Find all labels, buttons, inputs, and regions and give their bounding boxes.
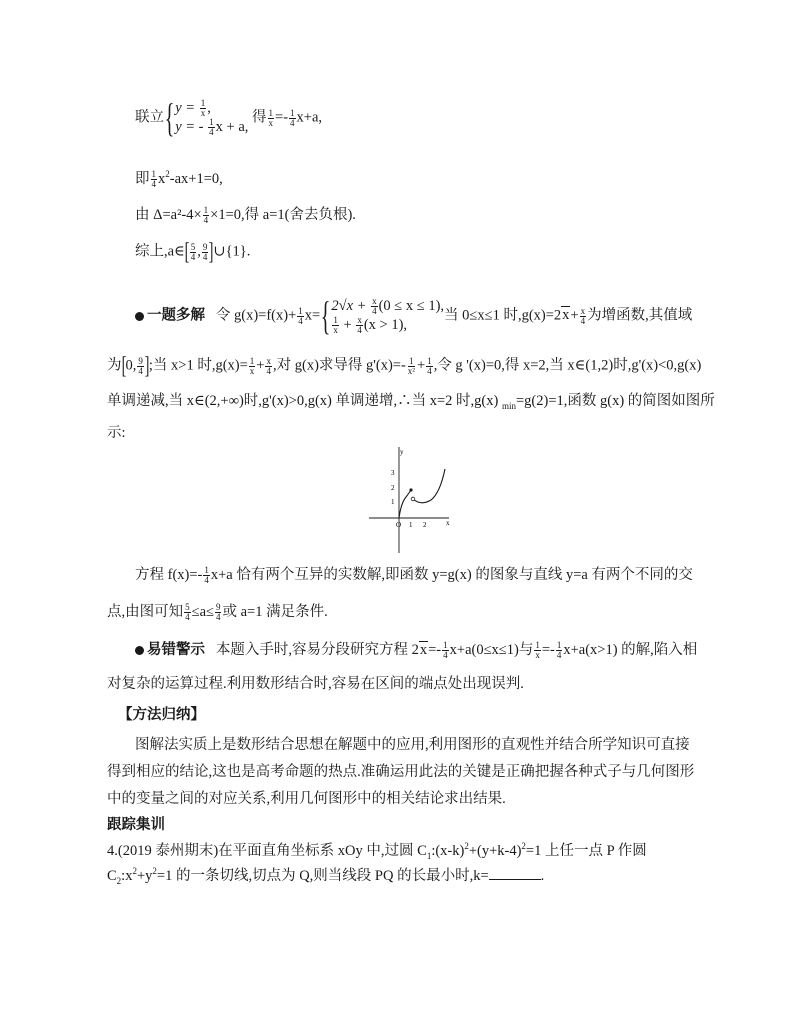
section-heading: 跟踪集训 <box>107 817 165 833</box>
label: 易错警示 <box>147 642 205 658</box>
line-1: 联立{ y = $\frac{1}{x}$ , y = - $\frac{1}{4}$ x + a, 得 $\frac{1}{x}$ =- $\frac{1}{4}$ x+a, <box>135 95 323 140</box>
function-graph <box>369 443 459 555</box>
tick-label: 1 <box>391 498 395 506</box>
line-5: 一题多解 令 g(x)=f(x)+ $\frac{1}{4}$ x={ 2√x + $\frac{x}{4}$ (0 ≤ x ≤ 1), $\frac{1}{x}$ + $\frac{x}{4}$ (x > 1), 当 0≤x≤1 时,g(x)=2x+ $\frac{x}{4}$ 为增函数,其值域 <box>135 296 692 336</box>
line-6: 为[0, $\frac{9}{4}$ ];当 x>1 时,g(x)= $\frac{1}{x}$ + $\frac{x}{4}$ ,对 g(x)求导得 g'(x)=- $\frac{1}{\text{x²}}$ + $\frac{1}{4}$ ,令 g '(x)=0,得 x=2,当 x∈(1,2)时,g'(x)<0,g(x) <box>107 353 702 379</box>
answer-blank[interactable] <box>489 867 541 880</box>
bullet-icon <box>135 312 144 321</box>
tick-label: 3 <box>391 469 395 477</box>
line-12: 对复杂的运算过程.利用数形结合时,容易在区间的端点处出现误判. <box>107 676 524 692</box>
fraction: $\frac{9}{4}$ <box>202 241 208 262</box>
line-19: $C_2:x^2+y^2=1$ 的一条切线,切点为 Q,则当线段 PQ 的长最小时,k= . <box>107 866 545 886</box>
brace: { <box>320 293 331 338</box>
fraction: $\frac{1}{4}$ <box>151 169 156 190</box>
piecewise: 2√x + $\frac{x}{4}$ (0 ≤ x ≤ 1), $\frac{1}{x}$ + $\frac{x}{4}$ (x > 1), <box>331 296 445 336</box>
fraction: $\frac{1}{x}$ <box>200 98 206 118</box>
bullet-icon <box>135 646 144 655</box>
line-4: 综上,a∈[ $\frac{5}{4}$ , $\frac{9}{4}$ ]∪{1}. <box>135 239 251 265</box>
text: 得 <box>252 109 267 126</box>
line-9: 方程 f(x)=- $\frac{1}{4}$ x+a 恰有两个互异的实数解,即函数 y=g(x) 的图象与直线 y=a 有两个不同的交 <box>135 565 693 586</box>
text: 联立 <box>135 109 164 126</box>
line-16: 中的变量之间的对应关系,利用几何图形中的相关结论求出结果. <box>107 791 506 807</box>
fraction: $\frac{1}{x}$ <box>268 107 274 128</box>
tick-label: 2 <box>423 521 427 529</box>
fraction: $\frac{1}{4}$ <box>298 305 303 326</box>
line-8: 示: <box>107 425 126 441</box>
line-10: 点,由图可知 $\frac{5}{4}$ ≤a≤ $\frac{9}{4}$ 或 a=1 满足条件. <box>107 602 328 623</box>
line-18: 4.(2019 泰州期末)在平面直角坐标系 xOy 中,过圆 $C_1:(x-k)^2+(y+k-4)^2=1$ 上任一点 P 作圆 <box>107 841 647 861</box>
open-point <box>411 497 415 501</box>
y-label: y <box>400 448 404 456</box>
fraction: $\frac{1}{4}$ <box>209 117 214 138</box>
tick-label: 1 <box>409 521 413 529</box>
origin-label: O <box>396 521 402 529</box>
closed-point <box>409 488 412 491</box>
line-11: 易错警示 本题入手时,容易分段研究方程 2x=- $\frac{1}{4}$ x+a(0≤x≤1)与 $\frac{1}{x}$ =- $\frac{1}{4}$ x+a(x>1) 的解,陷入相 <box>135 641 697 660</box>
line-3: 由 Δ=a²-4× $\frac{1}{4}$ ×1=0,得 a=1(舍去负根). <box>135 205 356 226</box>
line-7: 单调递减,当 x∈(2,+∞)时,g'(x)>0,g(x) 单调递增,∴当 x=2 时,g(x) $_{min}$=g(2)=1,函数 g(x) 的简图如图所 <box>107 393 715 411</box>
fraction: $\frac{5}{4}$ <box>190 241 196 262</box>
line-2: 即 $\frac{1}{4}$ $x^2-ax+1=0$, <box>135 169 223 190</box>
text: y = <box>175 99 199 116</box>
text: y = - <box>175 119 208 135</box>
curve-segment-2 <box>413 469 445 503</box>
line-15: 得到相应的结论,这也是高考命题的热点.准确运用此法的关键是正确把握各种式子与几何图形 <box>107 764 695 780</box>
tick-label: 2 <box>391 484 395 492</box>
curve-segment-1 <box>399 490 411 518</box>
brace: { <box>164 95 175 140</box>
line-14: 图解法实质上是数形结合思想在解题中的应用,利用图形的直观性并结合所学知识可直接 <box>135 737 690 753</box>
equation-system: y = $\frac{1}{x}$ , y = - $\frac{1}{4}$ x + a, <box>175 98 249 138</box>
fraction: $\frac{1}{4}$ <box>290 107 295 128</box>
section-heading: 【方法归纳】 <box>118 707 205 723</box>
x-label: x <box>446 519 450 527</box>
label: 一题多解 <box>147 307 205 324</box>
fraction: $\frac{1}{4}$ <box>203 205 209 226</box>
